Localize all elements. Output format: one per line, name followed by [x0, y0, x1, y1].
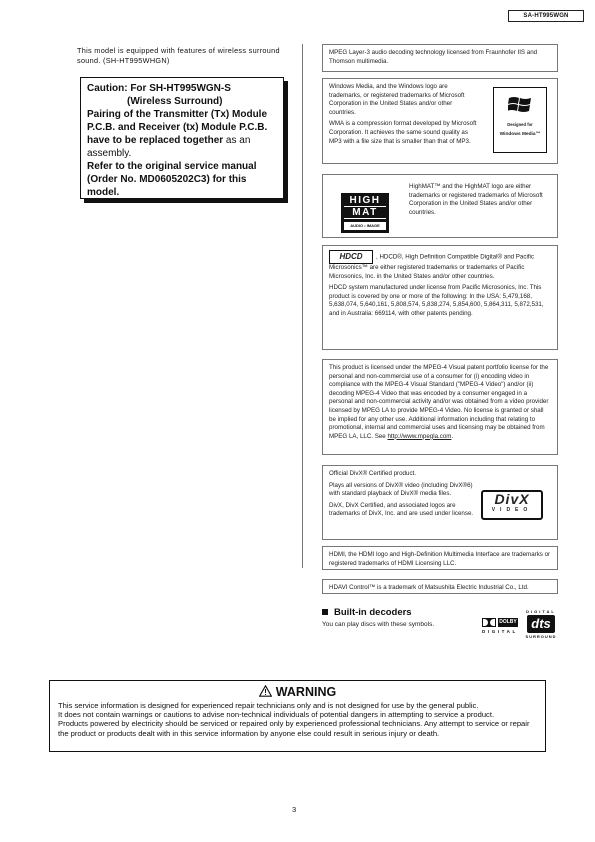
caution-line2: (Wireless Surround): [127, 96, 223, 107]
mpegla-link[interactable]: http://www.mpegla.com: [387, 432, 452, 440]
double-d-icon: [482, 618, 496, 627]
divx-logo-video: VIDEO: [491, 507, 533, 513]
warning-heading: [58, 685, 537, 699]
builtin-decoders-subtitle: You can play discs with these symbols.: [322, 621, 435, 628]
windows-text: Windows Media, and the Windows logo are trademarks, or registered trademarks of Microsoft Corporation in the United States and/or other countries.: [329, 83, 465, 116]
divx-text1: Official DivX® Certified product.: [329, 470, 416, 477]
page-number: 3: [292, 805, 297, 814]
caution-line1: Caution: For SH-HT995WGN-S: [87, 83, 231, 94]
dts-logo-mark: dts: [527, 615, 555, 633]
highmat-logo-line3: AUDIO • IMAGE: [344, 222, 386, 230]
divx-text3: DivX, DivX Certified, and associated logos are trademarks of DivX, Inc. and are used under license.: [329, 501, 474, 518]
divx-notice: [322, 465, 558, 540]
warning-line2: It does not contain warnings or cautions to advise non-technical individuals of potential dangers in attempting to service a product.: [58, 710, 495, 720]
mpeg4-text-end: .: [451, 432, 454, 440]
divx-logo-word: DivX: [494, 491, 530, 507]
dts-logo-top: DIGITAL: [526, 609, 556, 614]
mpeg4-text: This product is licensed under the MPEG-4 Visual patent portfolio license for the personal and non-commercial use of a consumer for (i) encoding video in compliance with the MPEG-4 Visual Standard ("MPEG-4 Video") and/or (ii) decoding MPEG-4 Video that was encoded by a consumer engaged in a personal and non-commercial activity and/or was obtained from a video provider licensed by MPEG LA to provide MPEG-4 Video. No license is granted or shall be implied for any other use. Additional information including that relating to promotional, internal and commercial uses and licensing may be obtained from MPEG LA, LLC. See: [329, 364, 549, 440]
warning-body: [58, 701, 537, 738]
hdavi-notice: [322, 579, 558, 594]
windows-media-label: Windows Media™: [499, 132, 541, 137]
dts-logo: [524, 609, 558, 645]
mpeg-notice: [322, 44, 558, 72]
hdmi-notice: [322, 546, 558, 570]
highmat-text: HighMAT™ and the HighMAT logo are either trademarks or registered trademarks of Microsoft Corporation in the United States and/or other countries.: [409, 183, 543, 216]
highmat-logo: [341, 193, 389, 233]
mpeg4-notice: [322, 359, 558, 455]
intro-text: This model is equipped with features of wireless surround sound. (SH-HT995WHGN): [77, 46, 280, 65]
builtin-decoders-heading: [322, 607, 412, 618]
windows-flag-icon: [508, 94, 532, 116]
warning-line1: This service information is designed for experienced repair technicians only and is not designed for use by the general public.: [58, 701, 479, 710]
dolby-digital-logo: [482, 618, 518, 636]
warning-box: [49, 680, 546, 752]
dts-logo-bottom: SURROUND: [525, 634, 557, 639]
divx-text2: Plays all versions of DivX® video (including DivX®6) with standard playback of DivX® media files.: [329, 481, 473, 498]
model-tag: SA-HT995WGN: [508, 10, 584, 22]
highmat-notice: [322, 174, 558, 238]
divx-text-block: [329, 470, 477, 519]
hdcd-text1: , HDCD®, High Definition Compatible Digital® and Pacific Microsonics™ are either registered trademarks or trademarks of Pacific Microsonics, Inc. in the United States and/or other countries.: [329, 253, 535, 280]
caution-line4: Refer to the original service manual (Order No. MD0605202C3) for this model.: [87, 161, 257, 198]
caution-line3-main: Pairing of the Transmitter (Tx) Module P.C.B. and Receiver (tx) Module P.C.B. have to be replaced together: [87, 109, 268, 146]
hdcd-text2: HDCD system manufactured under license from Pacific Microsonics, Inc. This product is covered by one or more of the following: In the USA: 5,479,168, 5,638,074, 5,640,161, 5,808,574, 5,838,274, 5,854,600, 5,864,311, 5,872,531, and in Australia: 669114, with other patents pending.: [329, 284, 544, 317]
warning-title: WARNING: [275, 685, 337, 699]
windows-media-notice: [322, 78, 558, 164]
caution-line3-tail: as an assembly.: [87, 135, 251, 159]
hdcd-logo: HDCD: [329, 250, 373, 264]
highmat-logo-line2: MAT: [344, 206, 386, 219]
hdavi-text: HDAVI Control™ is a trademark of Matsushita Electric Industrial Co., Ltd.: [329, 584, 529, 591]
builtin-decoders-title: Built-in decoders: [334, 607, 412, 618]
mpeg4-paragraph: [329, 364, 551, 441]
highmat-logo-line1: HIGH: [349, 195, 381, 206]
column-divider: [302, 44, 303, 568]
warning-triangle-icon: [259, 685, 272, 697]
windows-text-block: [329, 83, 479, 146]
caution-line3: [87, 108, 277, 160]
hdcd-paragraph1: [329, 250, 551, 281]
designed-for-label: Designed for: [507, 122, 533, 127]
divx-logo: [481, 490, 543, 520]
mpeg-text: MPEG Layer-3 audio decoding technology licensed from Fraunhofer IIS and Thomson multimedia.: [329, 49, 538, 65]
dolby-logo-digital: DIGITAL: [482, 629, 518, 634]
square-bullet-icon: [322, 609, 328, 615]
hdcd-notice: [322, 245, 558, 350]
dolby-logo-word: DOLBY: [499, 619, 517, 625]
hdmi-text: HDMI, the HDMI logo and High-Definition Multimedia Interface are trademarks or registered trademarks of HDMI Licensing LLC.: [329, 551, 551, 567]
windows-media-logo: [493, 87, 547, 153]
caution-box: [80, 77, 284, 199]
wma-text: WMA is a compression format developed by Microsoft Corporation. It achieves the same sound quality as MP3 with a file size that is smaller than that of MP3.: [329, 120, 477, 145]
warning-line3: Products powered by electricity should be serviced or repaired only by experienced professional technicians. Any attempt to service or repair the product or products dealt with in this service information by anyone else could result in serious injury or death.: [58, 719, 530, 738]
